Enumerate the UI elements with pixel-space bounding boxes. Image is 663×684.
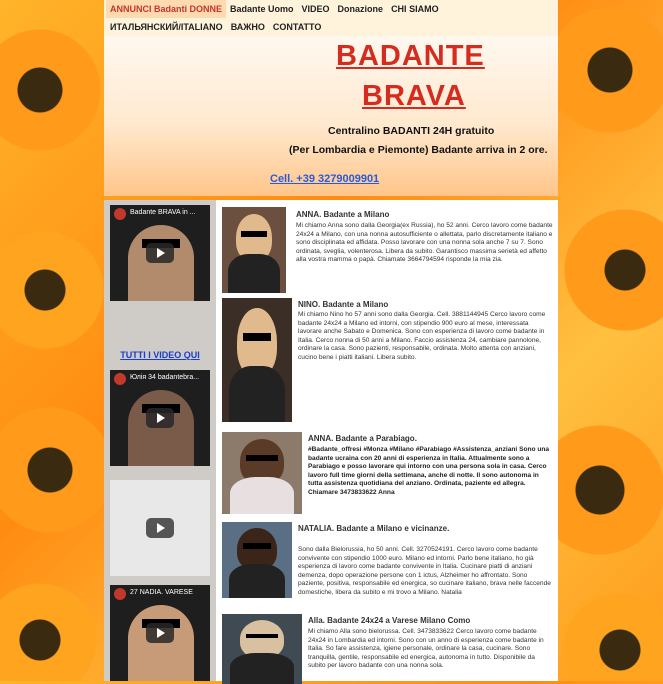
video-sidebar xyxy=(104,200,216,681)
video-face xyxy=(128,390,194,466)
listing-item xyxy=(220,614,558,684)
channel-avatar xyxy=(114,208,126,220)
nav-item-italiano[interactable]: ИТАЛЬЯНСКИЙ/ITALIANO xyxy=(106,18,227,36)
nav-item-video[interactable]: VIDEO xyxy=(298,0,334,18)
phone-link[interactable]: Cell. +39 3279009901 xyxy=(270,173,379,185)
video-face xyxy=(128,605,194,681)
photo-person xyxy=(229,564,285,598)
listing-item xyxy=(220,207,558,297)
video-title: Badante BRAVA in ... xyxy=(130,209,196,216)
site-header xyxy=(104,36,558,196)
photo-person xyxy=(228,254,279,293)
nav-item-donazione[interactable]: Donazione xyxy=(334,0,388,18)
video-title: Юлія 34 badantebra... xyxy=(130,374,199,381)
censor-bar xyxy=(241,231,267,237)
listing-photo[interactable] xyxy=(222,522,292,598)
play-icon[interactable] xyxy=(146,408,174,428)
listing-photo[interactable] xyxy=(222,614,302,684)
censor-bar xyxy=(246,455,278,461)
nav-item-contatto[interactable]: CONTATTO xyxy=(269,18,326,36)
listing-text: Mi chiamo Nino ho 57 anni sono dalla Georgia. Cell. 3881144945 Cerco lavoro come badante 24x24 a Milano ed intorni, con stipendio 900 euro al mese, interessata lavorare anche Sabato e Domenica. Sono con esperienza di lavoro come badante in Italia. Cerco nonna di 50 anni a Milano. Faccio assistenza 24, cambiare pannolone, ordinare la casa. Sono pazienti, responsabile, ordinata. Molto attenta con anziani, cucino bene i piatti italiani. Libera subito. xyxy=(298,311,554,363)
video-thumbnail[interactable] xyxy=(110,585,210,681)
main-content xyxy=(104,200,558,681)
video-thumbnail[interactable] xyxy=(110,205,210,301)
listing-photo[interactable] xyxy=(222,207,286,293)
listing-item xyxy=(220,298,558,426)
video-face xyxy=(128,225,194,301)
listing-text: Sono dalla Bielorussia, ho 50 anni. Cell. 3270524191. Cerco lavoro come badante convivente con stipendio 1000 euro. Milano ed intorni. Parlo bene italiano, ho già esperienza di lavoro come badante convivente in Italia. Cucinare piatti di anziani demenza, dopo operazione persone con 1 ictus, Alzheimer ho affrontato. Sono paziente, positiva, responsabile ed energica, so cucinare italiano, brava nelle faccende domestiche, libera da subito e mi trovo a Milano. Natalia xyxy=(298,546,554,598)
listing-title: NINO. Badante a Milano xyxy=(298,300,388,309)
photo-person xyxy=(230,477,294,514)
nav-item-annunci-donne[interactable]: ANNUNCI Badanti DONNE xyxy=(106,0,226,18)
play-icon[interactable] xyxy=(146,623,174,643)
listing-item xyxy=(220,432,558,518)
nav-item-vazhno[interactable]: ВАЖНО xyxy=(227,18,269,36)
page-container xyxy=(104,0,558,681)
top-navigation xyxy=(104,0,558,36)
listing-title: Alla. Badante 24x24 a Varese Milano Como xyxy=(308,616,470,625)
channel-avatar xyxy=(114,373,126,385)
video-thumbnail[interactable] xyxy=(110,480,210,576)
play-icon[interactable] xyxy=(146,243,174,263)
regions-text: (Per Lombardia e Piemonte) Badante arriva in 2 ore. xyxy=(289,142,551,158)
all-videos-link[interactable]: TUTTI I VIDEO QUI xyxy=(104,350,216,360)
listing-title: ANNA. Badante a Milano xyxy=(296,210,389,219)
listing-text: #Badante_offresi #Monza #Milano #Parabiago #Assistenza_anziani Sono una badante ucraina con 20 anni di esperienza in Italia. Attualmente sono a Parabiago e posso lavorare qui intorno con una persona sola in casa. Cerco lavoro full time giorni della settimana, anche di notte. Il sono autonoma in tutta assistenza quotidiana del anziano. Ordinata, paziente ed allegra. Chiamare 3473833622 Anna xyxy=(308,446,554,498)
listing-text: Mi chiamo Anna sono dalla Georgia(ex Russia), ho 52 anni. Cerco lavoro come badante 24x24 a Milano, con una nonna autosufficiente o allettata, parlo discretamente italiano e sono disciplinata ed affidata. Posso lavorare con una nonna sola anche 7 su 7. Sono ordinata, sveglia, volenterosa. Libera da subito. Garantisco massima serietà ed affetto alla vostra mamma o papà. Chiamate 3664794594 risponde la mia zia. xyxy=(296,222,554,265)
listing-title: ANNA. Badante a Parabiago. xyxy=(308,434,417,443)
video-title: 27 NADIA. VARESE xyxy=(130,589,193,596)
channel-avatar xyxy=(114,588,126,600)
nav-item-chi-siamo[interactable]: CHI SIAMO xyxy=(387,0,443,18)
listing-photo[interactable] xyxy=(222,432,302,514)
brand-title-line2[interactable]: BRAVA xyxy=(362,80,466,113)
censor-bar xyxy=(246,634,278,639)
photo-person xyxy=(230,653,294,684)
censor-bar xyxy=(243,333,271,342)
video-thumbnail[interactable] xyxy=(110,370,210,466)
listing-item xyxy=(220,522,558,602)
centralino-text: Centralino BADANTI 24H gratuito xyxy=(328,125,494,137)
photo-person xyxy=(229,366,285,422)
listing-text: Mi chiamo Alla sono bielorussa. Cell. 3473833622 Cerco lavoro come badante 24x24 in Lombardia ed intorni. Sono con un anno di esperienza come badante in Italia. So fare assistenza, igiene personale, ordinare la casa, cucinare. Sono tranquilla, gentile, responsabile ed energica, autonoma in tutto. Disponibile da subito per lavoro badante con una nonna sola. xyxy=(308,628,554,671)
play-icon[interactable] xyxy=(146,518,174,538)
nav-item-badante-uomo[interactable]: Badante Uomo xyxy=(226,0,298,18)
censor-bar xyxy=(243,543,271,548)
brand-title-line1[interactable]: BADANTE xyxy=(336,40,485,73)
listing-title: NATALIA. Badante a Milano e vicinanze. xyxy=(298,524,449,533)
listing-photo[interactable] xyxy=(222,298,292,422)
